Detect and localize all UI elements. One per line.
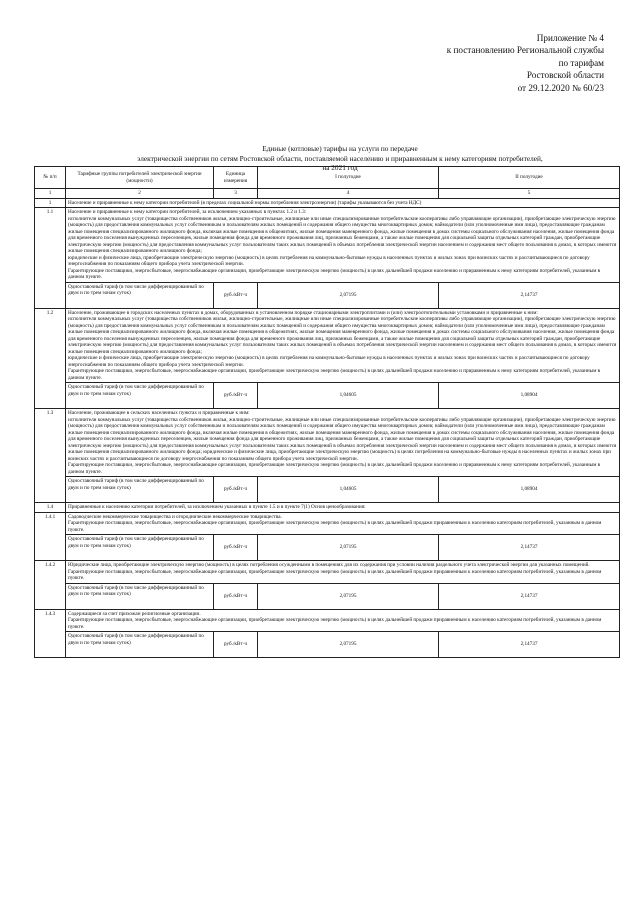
- table-row: [35, 561, 620, 584]
- tariff-label: Одноставочный тариф (в том числе дифференцированный по двум и по трем зонам суток): [66, 282, 214, 308]
- desc-para: Население и приравненные к нему категории потребителей, за исключением указанных в пунктах 1.2 и 1.3:: [68, 209, 307, 215]
- tariff-value-h2: 2,14737: [439, 583, 620, 609]
- tariff-label: Одноставочный тариф (в том числе дифференцированный по двум и по трем зонам суток): [66, 632, 214, 658]
- column-numbers-row: [35, 189, 620, 199]
- tariff-table: [34, 166, 620, 658]
- tariff-value-h2: 1,08904: [439, 383, 620, 409]
- tariff-value-h1: 1,04605: [258, 383, 439, 409]
- resolution-ref: к постановлению Региональной службы: [446, 45, 604, 56]
- tariff-unit: руб./кВт·ч: [214, 632, 258, 658]
- row-description: [66, 609, 620, 632]
- row-num: 1.1: [35, 208, 66, 309]
- tariff-unit: руб./кВт·ч: [214, 477, 258, 503]
- tariff-value-h1: 1,04605: [258, 477, 439, 503]
- header-num: № п/п: [35, 167, 66, 189]
- header-h1: I полугодие: [258, 167, 439, 189]
- row-description: [66, 308, 620, 383]
- row-num: 1.4.3: [35, 609, 66, 658]
- section-row: [35, 198, 620, 208]
- row-description: [66, 208, 620, 283]
- desc-para: исполнители коммунальных услуг (товарищества собственников жилья, жилищно-строительные, жилищные или иные специализированные потребительские кооперативы либо управляющие организации), приобретающие электрическую энергию (мощность) для предоставления коммунальных услуг собственникам и пользователям жилых помещений и содержания общего имущества многоквартирных домов; наймодатели (или уполномоченные ими лица), предоставляющие гражданам жилые помещения специализированного жилищного фонда, включая жилые помещения в общежитиях, жилые помещения маневренного фонда, жилые помещения в домах системы социального обслуживания населения, жилые помещения фонда для временного поселения вынужденных переселенцев, жилые помещения фонда для временного проживания лиц, признанных беженцами, а также жилые помещения для социальной защиты отдельных категорий граждан, приобретающие электрическую энергию (мощность) для предоставления коммунальных услуг пользователям таких жилых помещений в объемах потребления электрической энергии населением и содержания мест общего пользования в домах, в которых имеются жилые помещения специализированного жилищного фонда; юридические и физические лица, приобретающие электрическую энергию (мощность) в целях потребления на коммунально-бытовые нужды в населенных пунктах и жилых зонах при воинских частях и рассчитывающиеся по договору энергоснабжения по показаниям общего прибора учета электрической энергии.: [68, 416, 617, 462]
- table-row: [35, 409, 620, 477]
- table-row: [35, 308, 620, 383]
- tariff-label: Одноставочный тариф (в том числе дифференцированный по двум и по трем зонам суток): [66, 477, 214, 503]
- tariff-row: [35, 282, 620, 308]
- header-group: Тарифные группы потребителей электрической энергии (мощности): [66, 167, 214, 189]
- table-header-row: [35, 167, 620, 189]
- colnum: 2: [66, 189, 214, 199]
- desc-para: Содержащиеся за счет прихожан религиозные организации.: [68, 610, 201, 617]
- desc-para: Население, проживающее в сельских населенных пунктах и приравненные к ним:: [68, 410, 250, 416]
- tariff-unit: руб./кВт·ч: [214, 535, 258, 561]
- row-description: [66, 512, 620, 535]
- title-line-3: на 2021 год: [322, 163, 358, 173]
- tariff-value-h1: 2,07195: [258, 282, 439, 308]
- row-num: 1.4.1: [35, 512, 66, 561]
- title-line-2: электрической энергии по сетям Ростовской области, поставляемой населению и приравненным к нему категориям потребителей,: [137, 153, 543, 163]
- tariff-unit: руб./кВт·ч: [214, 282, 258, 308]
- tariff-row: [35, 477, 620, 503]
- desc-para: Юридические лица, приобретающие электрическую энергию (мощность) в целях потребления осужденными в помещениях для их содержания при условии наличия раздельного учета электрической энергии для указанных помещений.: [68, 562, 590, 568]
- desc-para: исполнители коммунальных услуг (товарищества собственников жилья, жилищно-строительные, жилищные или иные специализированные потребительские кооперативы либо управляющие организации), приобретающие электрическую энергию (мощность) для предоставления коммунальных услуг собственникам и пользователям жилых помещений и содержания общего имущества многоквартирных домов; наймодатели (или уполномоченные ими лица), предоставляющие гражданам жилые помещения специализированного жилищного фонда, включая жилые помещения в общежитиях, жилые помещения маневренного фонда, жилые помещения в домах системы социального обслуживания населения, жилые помещения фонда для временного поселения вынужденных переселенцев, жилые помещения фонда для временного проживания лиц, признанных беженцами, а также жилые помещения для социальной защиты отдельных категорий граждан, приобретающие электрическую энергию (мощность) для предоставления коммунальных услуг пользователям таких жилых помещений в объемах потребления электрической энергии населением и содержания мест общего пользования в домах, в которых имеются жилые помещения специализированного жилищного фонда;: [68, 215, 617, 254]
- tariff-value-h1: 2,07195: [258, 632, 439, 658]
- tariff-label: Одноставочный тариф (в том числе дифференцированный по двум и по трем зонам суток): [66, 383, 214, 409]
- row-num: 1.2: [35, 308, 66, 409]
- section-text: Население и приравненные к нему категории потребителей (в пределах социальной нормы потребления электроэнергии) (тарифы указываются без учета НДС): [66, 198, 620, 208]
- tariff-unit: руб./кВт·ч: [214, 383, 258, 409]
- tariff-row: [35, 535, 620, 561]
- colnum: 4: [258, 189, 439, 199]
- desc-para: Гарантирующие поставщики, энергосбытовые, энергоснабжающие организации, приобретающие электрическую энергию (мощность) в целях дальнейшей продажи населению и приравненным к нему категориям потребителей, указанным в данном пункте.: [68, 267, 601, 280]
- table-row: [35, 503, 620, 513]
- tariff-row: [35, 383, 620, 409]
- tariff-value-h2: 1,08904: [439, 477, 620, 503]
- tariff-label: Одноставочный тариф (в том числе дифференцированный по двум и по трем зонам суток): [66, 583, 214, 609]
- desc-para: Население, проживающее в городских населенных пунктах в домах, оборудованных в установленном порядке стационарными электроплитами и (или) электроотопительными установками и приравненные к ним:: [68, 309, 538, 316]
- colnum: 3: [214, 189, 258, 199]
- desc-para: Гарантирующие поставщики, энергосбытовые, энергоснабжающие организации, приобретающие электрическую энергию (мощность) в целях дальнейшей продажи населению и приравненным к нему категориям потребителей, указанным в данном пункте.: [68, 462, 601, 475]
- desc-para: Садоводческие некоммерческие товарищества и огороднические некоммерческие товарищества.: [68, 513, 282, 520]
- row-num: 1.4: [35, 503, 66, 513]
- tariff-unit: руб./кВт·ч: [214, 583, 258, 609]
- appendix-number: Приложение № 4: [536, 33, 604, 43]
- row-description: [66, 409, 620, 477]
- colnum: 1: [35, 189, 66, 199]
- tariff-value-h2: 2,14737: [439, 535, 620, 561]
- tariff-row: [35, 583, 620, 609]
- desc-para: юридические и физические лица, приобретающие электрическую энергию (мощность) в целях потребления на коммунально-бытовые нужды в населенных пунктах и жилых зонах при воинских частях и рассчитывающиеся по договору энергоснабжения по показаниям общего прибора учета электрической энергии.: [68, 254, 590, 267]
- row-num: 1.4.2: [35, 561, 66, 610]
- resolution-ref-2: по тарифам: [558, 57, 604, 68]
- document-header: [447, 32, 604, 94]
- desc-para: Гарантирующие поставщики, энергосбытовые, энергоснабжающие организации, приобретающие электрическую энергию (мощность) в целях дальнейшей продажи населению и приравненным к нему категориям потребителей, указанным в данном пункте.: [68, 368, 601, 381]
- title-line-1: Единые (котловые) тарифы на услуги по передаче: [262, 144, 418, 153]
- tariff-row: [35, 632, 620, 658]
- row-description: [66, 561, 620, 584]
- table-row: [35, 609, 620, 632]
- tariff-value-h2: 2,14737: [439, 632, 620, 658]
- header-unit: Единица измерения: [214, 167, 258, 189]
- desc-para: исполнители коммунальных услуг (товарищества собственников жилья, жилищно-строительные, жилищные или иные специализированные потребительские кооперативы либо управляющие организации), приобретающие электрическую энергию (мощность) для предоставления коммунальных услуг собственникам и пользователям жилых помещений и содержания общего имущества многоквартирных домов; наймодатели (или уполномоченные ими лица), предоставляющие гражданам жилые помещения специализированного жилищного фонда, включая жилые помещения в общежитиях, жилые помещения маневренного фонда, жилые помещения в домах системы социального обслуживания населения, жилые помещения фонда для временного поселения вынужденных переселенцев, жилые помещения фонда для временного проживания лиц, признанных беженцами, а также жилые помещения для социальной защиты отдельных категорий граждан, приобретающие электрическую энергию (мощность) для предоставления коммунальных услуг пользователям таких жилых помещений в объемах потребления электрической энергии населением и содержания мест общего пользования в домах, в которых имеются жилые помещения специализированного жилищного фонда;: [68, 316, 617, 355]
- region-name: Ростовской области: [526, 70, 604, 81]
- table-row: [35, 208, 620, 283]
- header-h2: II полугодие: [439, 167, 620, 189]
- desc-para: Гарантирующие поставщики, энергосбытовые, энергоснабжающие организации, приобретающие электрическую энергию (мощность) в целях дальнейшей продажи приравненным к населению категориям потребителей, указанным в данном пункте.: [68, 520, 602, 533]
- table-row: [35, 512, 620, 535]
- colnum: 5: [439, 189, 620, 199]
- tariff-value-h1: 2,07195: [258, 583, 439, 609]
- tariff-value-h1: 2,07195: [258, 535, 439, 561]
- desc-para: Гарантирующие поставщики, энергосбытовые, энергоснабжающие организации, приобретающие электрическую энергию (мощность) в целях дальнейшей продажи приравненным к населению категориям потребителей, указанным в данном пункте.: [68, 568, 602, 581]
- row-num: 1.3: [35, 409, 66, 503]
- tariff-label: Одноставочный тариф (в том числе дифференцированный по двум и по трем зонам суток): [66, 535, 214, 561]
- row-num: 1: [35, 198, 66, 208]
- resolution-date: от 29.12.2020 № 60/23: [517, 82, 604, 93]
- desc-para: Гарантирующие поставщики, энергосбытовые, энергоснабжающие организации, приобретающие электрическую энергию (мощность) в целях дальнейшей продажи приравненным к населению категориям потребителей, указанным в данном пункте.: [68, 617, 602, 630]
- desc-para: юридические и физические лица, приобретающие электрическую энергию (мощность) в целях потребления на коммунально-бытовые нужды в населенных пунктах и жилых зонах при воинских частях и рассчитывающиеся по договору энергоснабжения по показаниям общего прибора учета электрической энергии.: [68, 355, 590, 368]
- row-description: Приравненные к населению категории потребителей, за исключением указанных в пункте 1.5 и в пункте 7(1) Основ ценообразования:: [66, 503, 620, 513]
- tariff-value-h2: 2,14737: [439, 282, 620, 308]
